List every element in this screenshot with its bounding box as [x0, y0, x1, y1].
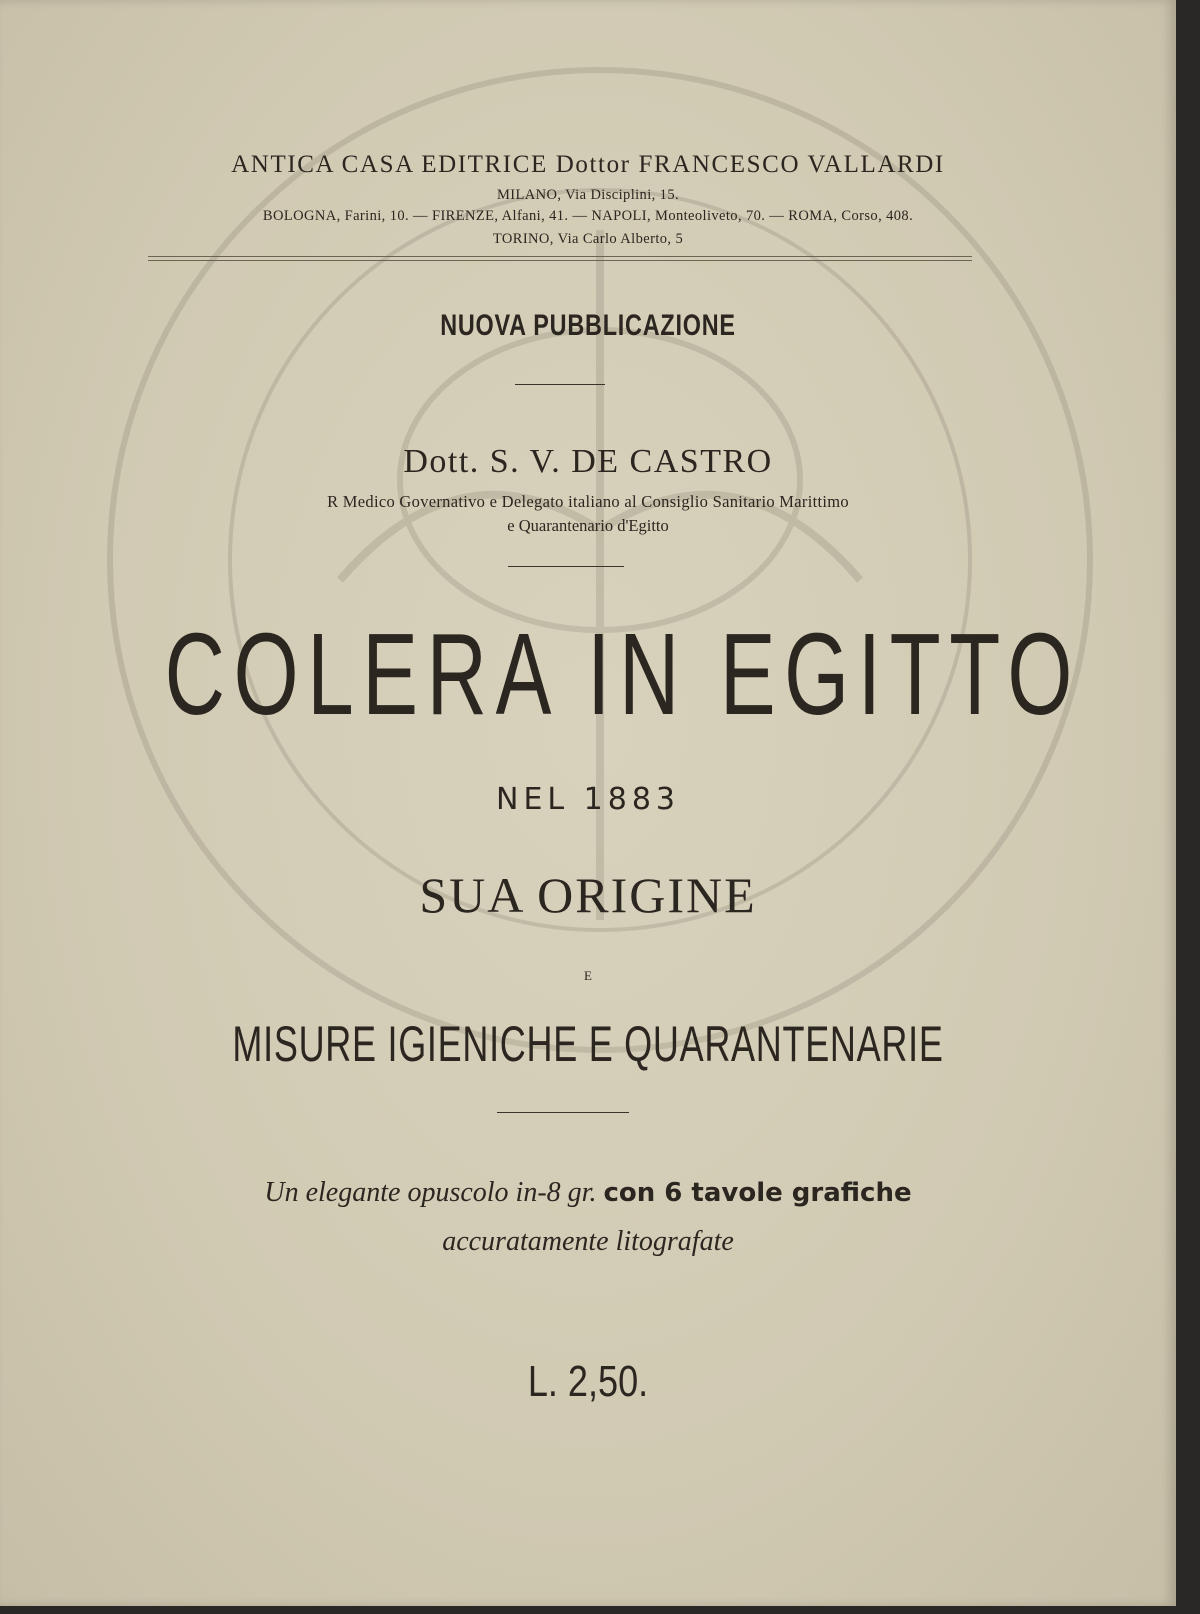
- announcement-heading: NUOVA PUBBLICAZIONE: [440, 309, 736, 342]
- author-title-line2: e Quarantenario d'Egitto: [507, 516, 669, 535]
- title-origin: SUA ORIGINE: [419, 867, 757, 923]
- publisher-address-torino: TORINO, Via Carlo Alberto, 5: [492, 231, 684, 247]
- divider-short: [497, 1112, 629, 1113]
- author-title-line1: R Medico Governativo e Delegato italiano al Consiglio Sanitario Marittimo: [327, 492, 849, 511]
- publisher-name: ANTICA CASA EDITRICE Dottor FRANCESCO VALLARDI: [231, 151, 945, 178]
- title-conjunction: E: [584, 968, 592, 983]
- main-title: COLERA IN EGITTO: [164, 609, 1082, 739]
- description-line1: [0, 1177, 1176, 1209]
- divider-short: [508, 566, 624, 567]
- divider-short: [515, 384, 605, 385]
- author-name: Dott. S. V. DE CASTRO: [403, 443, 773, 480]
- publisher-address-cities: BOLOGNA, Farini, 10. — FIRENZE, Alfani, 41. — NAPOLI, Monteoliveto, 70. — ROMA, Corso, 408.: [262, 208, 914, 224]
- description-line2: accuratamente litografate: [442, 1226, 734, 1257]
- price: L. 2,50.: [527, 1357, 649, 1406]
- title-year: NEL 1883: [496, 782, 680, 817]
- title-measures: MISURE IGIENICHE E QUARANTENARIE: [232, 1016, 944, 1072]
- description-bold: con 6 tavole grafiche: [603, 1178, 912, 1208]
- publisher-address-milano: MILANO, Via Disciplini, 15.: [496, 187, 680, 203]
- description-italic: Un elegante opuscolo in-8 gr.: [264, 1177, 597, 1208]
- header-divider: [148, 256, 972, 261]
